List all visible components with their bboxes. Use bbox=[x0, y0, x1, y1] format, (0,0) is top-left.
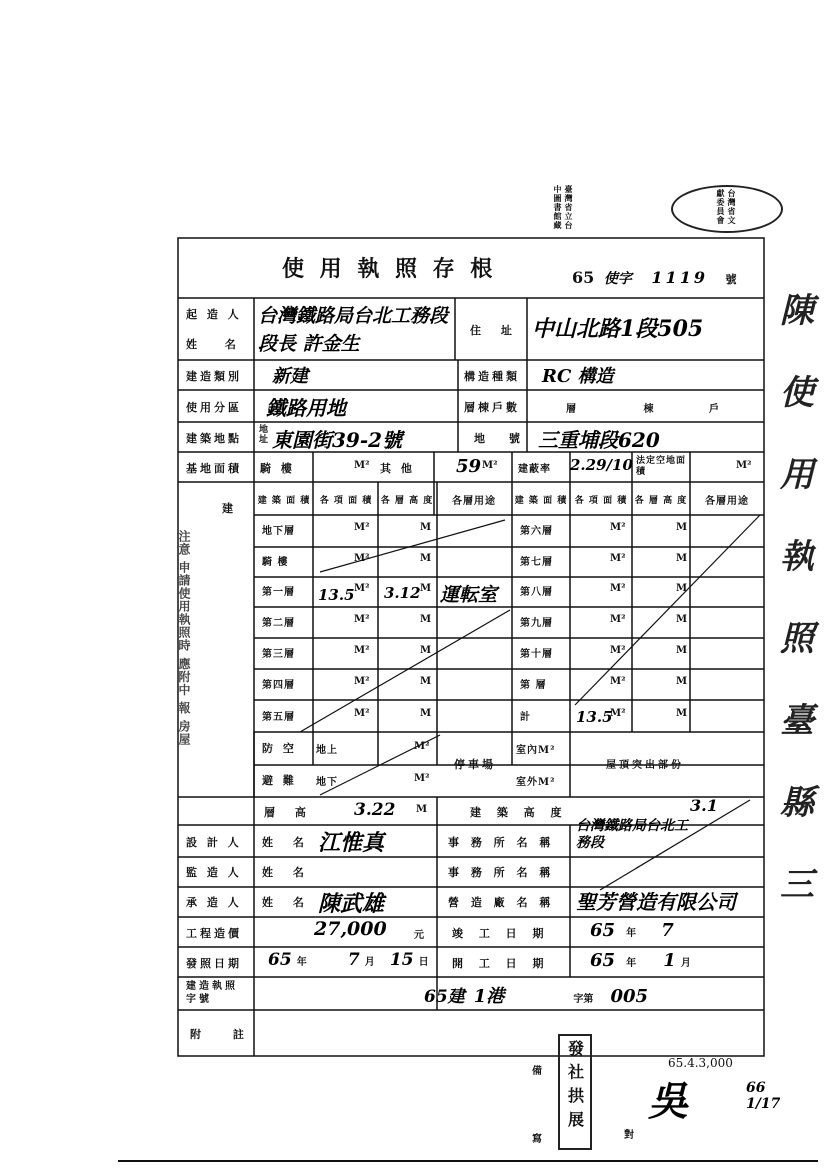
builder-name-value: 台灣鐵路局台北工務段 段長 許金生 bbox=[258, 305, 449, 355]
above-label: 地上 bbox=[316, 745, 338, 756]
designer-office-value: 台灣鐵路局台北工務段 bbox=[576, 818, 688, 851]
start-month-unit: 月 bbox=[680, 958, 691, 969]
builder-label: 起 造 人 bbox=[186, 308, 242, 321]
permit-no-c: 005 bbox=[610, 986, 649, 1007]
address-value: 中山北路1段505 bbox=[532, 316, 704, 342]
zone-label: 使用分區 bbox=[186, 401, 242, 414]
permit-no-label: 建造執照字號 bbox=[186, 981, 238, 1005]
floor-right-label-5: 第 層 bbox=[520, 680, 547, 691]
floor-right-height-unit-4: M bbox=[676, 645, 688, 656]
start-year-unit: 年 bbox=[626, 958, 637, 969]
designer-name-value: 江惟真 bbox=[318, 830, 385, 856]
coverage-value: 2.29/10 bbox=[570, 456, 633, 474]
floor-left-height-unit-4: M bbox=[420, 645, 432, 656]
handwritten-signature: 吳 bbox=[648, 1078, 688, 1125]
below-label: 地下 bbox=[316, 777, 338, 788]
completion-year: 65 bbox=[590, 920, 616, 941]
floor-left-height-unit-0: M bbox=[420, 522, 432, 533]
floor-right-label-1: 第七層 bbox=[520, 557, 553, 568]
archive-stamp-right: 台灣省文獻委員會 bbox=[716, 189, 737, 225]
completion-date bbox=[590, 920, 674, 941]
floor-height-label: 層 高 bbox=[264, 806, 314, 819]
floor-right-area-unit-6: M² bbox=[610, 708, 626, 719]
floor-height-value: 3.22 bbox=[354, 800, 396, 820]
floor-height-unit: M bbox=[416, 804, 428, 815]
permit-no-b: 1港 bbox=[473, 986, 505, 1007]
unit-hu: 戶 bbox=[708, 404, 720, 415]
header-height-right: 各 層 高 度 bbox=[634, 495, 688, 506]
indoor-text: 室內 bbox=[516, 745, 538, 756]
roof-label: 屋頂突出部份 bbox=[606, 760, 684, 771]
floor-right-height-unit-5: M bbox=[676, 676, 688, 687]
left-side-notes: 注意 申請使用執照時 應附中 報 房屋 bbox=[177, 530, 191, 746]
other-area-value: 59 bbox=[456, 456, 482, 477]
permit-number-mid: 使字 bbox=[603, 271, 632, 287]
floor-right-height-unit-3: M bbox=[676, 614, 688, 625]
issue-month: 7 bbox=[347, 950, 360, 970]
floor-right-area-unit-4: M² bbox=[610, 645, 626, 656]
floor-right-area-unit-0: M² bbox=[610, 522, 626, 533]
cost-unit: 元 bbox=[414, 930, 424, 941]
bottom-left-label-2: 寫 bbox=[532, 1134, 543, 1145]
right-margin-notes: 陳 使 用 執 照 臺 縣 三 bbox=[780, 291, 814, 905]
floor-right-area-unit-1: M² bbox=[610, 553, 626, 564]
permit-no-value bbox=[424, 982, 648, 1008]
floor-left-height-unit-1: M bbox=[420, 553, 432, 564]
unit-dong: 棟 bbox=[643, 404, 655, 415]
floor-left-label-3: 第二層 bbox=[262, 618, 295, 629]
coverage-label: 建蔽率 bbox=[518, 464, 551, 475]
other-unit: M² bbox=[482, 460, 498, 471]
arcade-label: 騎 樓 bbox=[260, 462, 295, 475]
floor-right-area-unit-2: M² bbox=[610, 583, 626, 594]
floor-left-area-unit-3: M² bbox=[354, 614, 370, 625]
floor-left-area-unit-0: M² bbox=[354, 522, 370, 533]
start-month: 1 bbox=[663, 950, 676, 971]
arcade-unit: M² bbox=[354, 460, 370, 471]
indoor-unit: M² bbox=[538, 745, 556, 756]
table-side-label: 建 bbox=[222, 502, 236, 515]
first-floor-height: 3.12 bbox=[384, 584, 421, 602]
defense-label: 防 空 bbox=[262, 742, 297, 755]
permit-number-suffix: 號 bbox=[725, 273, 737, 286]
approval-stamp-text: 發 社 拱 展 bbox=[565, 1040, 585, 1128]
site-area-label: 基地面積 bbox=[186, 462, 242, 475]
floor-left-area-unit-6: M² bbox=[354, 708, 370, 719]
floor-left-height-unit-5: M bbox=[420, 676, 432, 687]
permit-number-value: 1119 bbox=[651, 268, 708, 287]
structure-label: 構造種類 bbox=[464, 370, 520, 383]
floor-left-label-1: 騎 樓 bbox=[262, 557, 289, 568]
floor-left-area-unit-5: M² bbox=[354, 676, 370, 687]
completion-month: 7 bbox=[661, 920, 674, 941]
start-label: 開 工 日 期 bbox=[452, 957, 550, 970]
building-height-label: 建 築 高 度 bbox=[470, 806, 568, 819]
structure-value: RC 構造 bbox=[542, 366, 614, 387]
corner-note: 66 1/17 bbox=[746, 1080, 781, 1112]
cost-value: 27,000 bbox=[314, 918, 387, 940]
legal-open-unit: M² bbox=[736, 460, 752, 471]
floors-label: 層棟戶數 bbox=[464, 401, 520, 414]
approval-stamp bbox=[558, 1034, 592, 1150]
issue-day-unit: 日 bbox=[418, 957, 429, 968]
floor-right-height-unit-6: M bbox=[676, 708, 688, 719]
floor-left-label-2: 第一層 bbox=[262, 587, 295, 598]
header-use-left: 各層用途 bbox=[452, 495, 496, 507]
floor-right-height-unit-0: M bbox=[676, 522, 688, 533]
building-height-value: 3.1 bbox=[690, 796, 718, 815]
contractor-name-value: 陳武雄 bbox=[318, 891, 385, 917]
parking-label: 停車場 bbox=[454, 758, 496, 771]
floor-left-area-unit-2: M² bbox=[354, 583, 370, 594]
floor-left-label-5: 第四層 bbox=[262, 680, 295, 691]
completion-label: 竣 工 日 期 bbox=[452, 927, 550, 940]
above-unit: M² bbox=[414, 741, 430, 752]
floor-right-height-unit-2: M bbox=[676, 583, 688, 594]
header-area-right: 建 築 面 積 bbox=[514, 495, 568, 506]
header-area-left: 建 築 面 積 bbox=[257, 495, 311, 506]
floor-right-area-unit-5: M² bbox=[610, 676, 626, 687]
contractor-firm-label: 營 造 廠 名 稱 bbox=[448, 896, 555, 909]
issue-month-unit: 月 bbox=[364, 957, 375, 968]
floor-left-height-unit-2: M bbox=[420, 583, 432, 594]
contractor-firm-value: 聖芳營造有限公司 bbox=[576, 890, 736, 914]
outdoor-unit: M² bbox=[538, 777, 556, 788]
floor-left-area-unit-1: M² bbox=[354, 553, 370, 564]
designer-name-label: 姓 名 bbox=[262, 836, 312, 849]
supervisor-office-label: 事 務 所 名 稱 bbox=[448, 866, 555, 879]
builder-name-label: 姓 名 bbox=[186, 338, 248, 351]
permit-no-word: 字第 bbox=[573, 994, 594, 1005]
supervisor-name-label: 姓 名 bbox=[262, 866, 312, 879]
floor-right-label-0: 第六層 bbox=[520, 526, 553, 537]
evacuation-label: 避 難 bbox=[262, 774, 297, 787]
below-unit: M² bbox=[414, 773, 430, 784]
issue-year-unit: 年 bbox=[296, 957, 307, 968]
permit-no-a: 65建 bbox=[424, 987, 465, 1007]
unit-ceng: 層 bbox=[566, 404, 577, 415]
category-label: 建造類別 bbox=[186, 370, 242, 383]
outdoor-label bbox=[516, 773, 555, 788]
outdoor-text: 室外 bbox=[516, 777, 538, 788]
floor-left-height-unit-6: M bbox=[420, 708, 432, 719]
address-label: 住 址 bbox=[470, 324, 520, 337]
bottom-rule bbox=[118, 1160, 818, 1162]
floor-left-area-unit-4: M² bbox=[354, 645, 370, 656]
floor-right-label-6: 計 bbox=[520, 712, 531, 723]
issue-day: 15 bbox=[389, 950, 414, 970]
cost-label: 工程造價 bbox=[186, 927, 242, 940]
start-year: 65 bbox=[590, 950, 616, 971]
designer-office-label: 事 務 所 名 稱 bbox=[448, 836, 555, 849]
site-label: 建築地點 bbox=[186, 432, 242, 445]
issue-year: 65 bbox=[268, 950, 292, 970]
header-height-left: 各 層 高 度 bbox=[380, 495, 434, 506]
first-floor-area: 13.5 bbox=[318, 586, 355, 604]
print-info: 65.4.3,000 bbox=[668, 1056, 733, 1070]
lot-label: 地 號 bbox=[474, 432, 530, 445]
permit-number-prefix: 65 bbox=[572, 268, 595, 287]
issue-date bbox=[268, 950, 429, 970]
header-each-right: 各 項 面 積 bbox=[574, 495, 628, 506]
supervisor-label: 監 造 人 bbox=[186, 866, 242, 879]
floor-right-label-2: 第八層 bbox=[520, 587, 553, 598]
site-value: 東園街39-2號 bbox=[272, 428, 403, 452]
start-date bbox=[590, 950, 691, 971]
issue-label: 發照日期 bbox=[186, 957, 242, 970]
designer-label: 設 計 人 bbox=[186, 836, 242, 849]
floor-right-label-3: 第九層 bbox=[520, 618, 553, 629]
bottom-right-mark: 對 bbox=[624, 1130, 635, 1141]
other-label: 其 他 bbox=[380, 462, 415, 475]
floor-right-area-unit-3: M² bbox=[610, 614, 626, 625]
bottom-left-label: 備 bbox=[532, 1066, 543, 1077]
category-value: 新建 bbox=[272, 366, 308, 387]
contractor-name-label: 姓 名 bbox=[262, 896, 312, 909]
floor-left-label-6: 第五層 bbox=[262, 712, 295, 723]
total-area: 13.5 bbox=[576, 708, 613, 726]
floor-left-height-unit-3: M bbox=[420, 614, 432, 625]
header-use-right: 各層用途 bbox=[705, 495, 749, 507]
first-floor-use: 運転室 bbox=[440, 584, 498, 606]
contractor-label: 承 造 人 bbox=[186, 896, 242, 909]
archive-stamp-left: 臺灣省立台中圖書館藏 bbox=[553, 185, 574, 230]
completion-year-unit: 年 bbox=[626, 928, 637, 939]
header-each-left: 各 項 面 積 bbox=[319, 495, 373, 506]
remarks-label: 附 註 bbox=[190, 1028, 258, 1041]
permit-number bbox=[572, 268, 737, 288]
legal-open-label: 法定空地面積 bbox=[636, 456, 687, 477]
site-sub-label: 地址 bbox=[257, 424, 267, 444]
lot-value: 三重埔段620 bbox=[538, 428, 660, 452]
form-title: 使 用 執 照 存 根 bbox=[282, 256, 497, 282]
floor-right-label-4: 第十層 bbox=[520, 649, 553, 660]
floor-left-label-4: 第三層 bbox=[262, 649, 295, 660]
floor-right-height-unit-1: M bbox=[676, 553, 688, 564]
floors-units bbox=[566, 400, 720, 415]
floor-left-label-0: 地下層 bbox=[262, 526, 295, 537]
zone-value: 鐵路用地 bbox=[266, 396, 346, 420]
indoor-label bbox=[516, 741, 555, 756]
